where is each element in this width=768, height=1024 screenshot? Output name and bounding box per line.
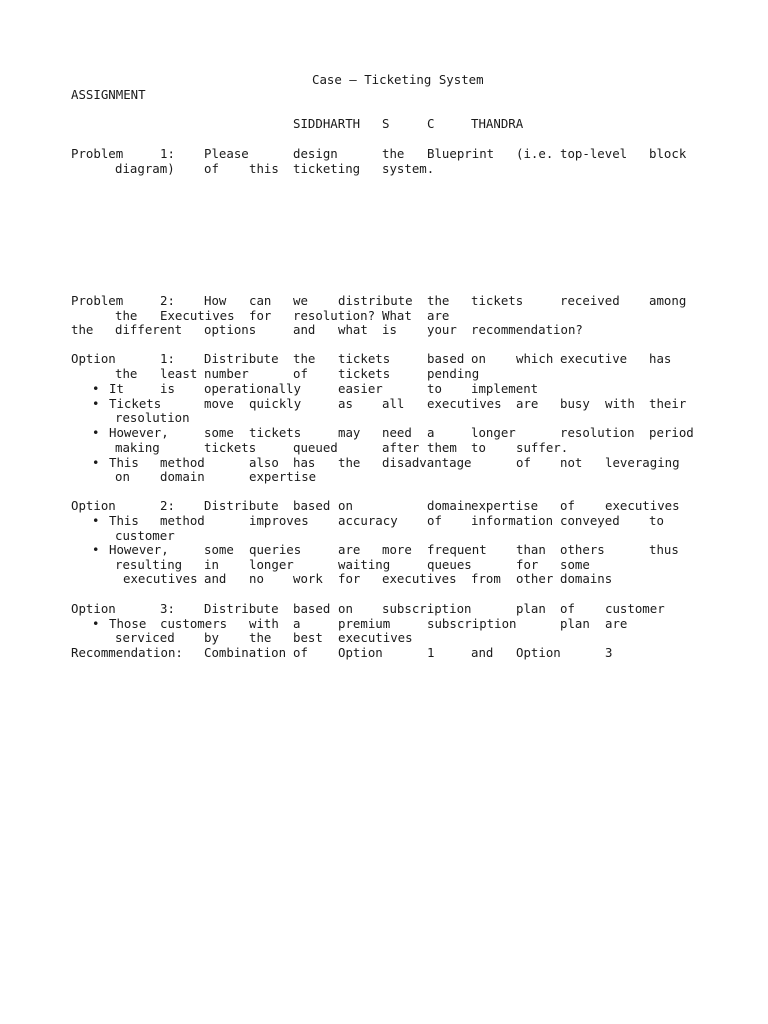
word: may (338, 425, 361, 440)
word: on (115, 469, 130, 484)
word: to (649, 513, 664, 528)
word: executives (123, 571, 198, 586)
word: Case – Ticketing System (312, 72, 484, 87)
word: than (516, 542, 546, 557)
word: tickets (471, 293, 524, 308)
word: quickly (249, 396, 302, 411)
word: some (204, 542, 234, 557)
word: and (471, 645, 494, 660)
word: information (471, 513, 554, 528)
word: plan (516, 601, 546, 616)
word: tickets (338, 351, 391, 366)
word: Problem (71, 146, 124, 161)
word: Executives (160, 308, 235, 323)
word: all (382, 396, 405, 411)
word: leveraging (605, 455, 680, 470)
word: resulting (115, 557, 183, 572)
word: Problem (71, 293, 124, 308)
word: the (115, 366, 138, 381)
word: executives (382, 571, 457, 586)
word: need (382, 425, 412, 440)
word: plan (560, 616, 590, 631)
word: THANDRA (471, 116, 524, 131)
word: 2: (160, 498, 175, 513)
word: Please (204, 146, 249, 161)
word: Those (109, 616, 147, 631)
word: of (427, 513, 442, 528)
word: from (471, 571, 501, 586)
word: conveyed (560, 513, 620, 528)
word: has (293, 455, 316, 470)
word: can (249, 293, 272, 308)
word: Distribute (204, 498, 279, 513)
word: C (427, 116, 435, 131)
word: the (382, 146, 405, 161)
word: no (249, 571, 264, 586)
bullet: • (92, 455, 100, 470)
bullet: • (92, 381, 100, 396)
word: 3: (160, 601, 175, 616)
bullet: • (92, 513, 100, 528)
word: longer (249, 557, 294, 572)
word: are (516, 396, 539, 411)
word: in (204, 557, 219, 572)
word: to (427, 381, 442, 396)
word: Distribute (204, 601, 279, 616)
word: improves (249, 513, 309, 528)
word: implement (471, 381, 539, 396)
word: of (560, 601, 575, 616)
word: design (293, 146, 338, 161)
word: This (109, 455, 139, 470)
word: Option (71, 351, 116, 366)
word: what (338, 322, 368, 337)
word: some (204, 425, 234, 440)
word: S (382, 116, 390, 131)
word: of (293, 645, 308, 660)
word: after (382, 440, 420, 455)
word: Option (71, 498, 116, 513)
word: method (160, 513, 205, 528)
word: queues (427, 557, 472, 572)
word: work (293, 571, 323, 586)
word: and (293, 322, 316, 337)
word: ticketing (293, 161, 361, 176)
word: executives (605, 498, 680, 513)
word: resolution? (293, 308, 376, 323)
word: block (649, 146, 687, 161)
word: premium (338, 616, 391, 631)
word: Option (516, 645, 561, 660)
word: subscription (382, 601, 472, 616)
word: recommendation? (471, 322, 583, 337)
word: options (204, 322, 257, 337)
word: ASSIGNMENT (71, 87, 146, 102)
word: others (560, 542, 605, 557)
word: the (293, 351, 316, 366)
word: more (382, 542, 412, 557)
word: the (71, 322, 94, 337)
word: the (427, 293, 450, 308)
word: However, (109, 542, 169, 557)
word: tickets (249, 425, 302, 440)
word: is (382, 322, 397, 337)
word: frequent (427, 542, 487, 557)
word: for (249, 308, 272, 323)
word: are (338, 542, 361, 557)
word: tickets (338, 366, 391, 381)
word: This (109, 513, 139, 528)
word: this (249, 161, 279, 176)
word: customer (605, 601, 665, 616)
word: tickets (204, 440, 257, 455)
word: for (338, 571, 361, 586)
bullet: • (92, 396, 100, 411)
word: the (249, 630, 272, 645)
word: executives (338, 630, 413, 645)
word: What (382, 308, 412, 323)
bullet: • (92, 616, 100, 631)
word: disadvantage (382, 455, 472, 470)
word: are (427, 308, 450, 323)
word: are (605, 616, 628, 631)
word: 1: (160, 146, 175, 161)
word: resolution (115, 410, 190, 425)
word: of (516, 455, 531, 470)
word: longer (471, 425, 516, 440)
word: other (516, 571, 554, 586)
word: customer (115, 528, 175, 543)
word: as (338, 396, 353, 411)
word: Blueprint (427, 146, 495, 161)
word: is (160, 381, 175, 396)
word: of (560, 498, 575, 513)
word: of (293, 366, 308, 381)
word: based (293, 498, 331, 513)
word: expertise (471, 498, 539, 513)
word: It (109, 381, 124, 396)
word: Option (338, 645, 383, 660)
word: best (293, 630, 323, 645)
word: them (427, 440, 457, 455)
word: to (471, 440, 486, 455)
word: thus (649, 542, 679, 557)
word: move (204, 396, 234, 411)
word: and (204, 571, 227, 586)
word: system. (382, 161, 435, 176)
word: least (160, 366, 198, 381)
word: SIDDHARTH (293, 116, 361, 131)
word: (i.e. (516, 146, 554, 161)
word: distribute (338, 293, 413, 308)
word: on (471, 351, 486, 366)
bullet: • (92, 425, 100, 440)
word: domain (160, 469, 205, 484)
word: based (293, 601, 331, 616)
word: also (249, 455, 279, 470)
word: executive (560, 351, 628, 366)
word: which (516, 351, 554, 366)
word: queries (249, 542, 302, 557)
word: we (293, 293, 308, 308)
word: on (338, 601, 353, 616)
word: customers (160, 616, 228, 631)
word: diagram) (115, 161, 175, 176)
word: number (204, 366, 249, 381)
word: making (115, 440, 160, 455)
word: Option (71, 601, 116, 616)
word: a (427, 425, 435, 440)
bullet: • (92, 542, 100, 557)
word: Tickets (109, 396, 162, 411)
word: a (293, 616, 301, 631)
word: 3 (605, 645, 613, 660)
word: domain (427, 498, 472, 513)
word: Combination (204, 645, 287, 660)
word: operationally (204, 381, 301, 396)
word: Distribute (204, 351, 279, 366)
word: 1: (160, 351, 175, 366)
word: has (649, 351, 672, 366)
word: method (160, 455, 205, 470)
word: not (560, 455, 583, 470)
word: pending (427, 366, 480, 381)
word: expertise (249, 469, 317, 484)
word: of (204, 161, 219, 176)
word: waiting (338, 557, 391, 572)
word: accuracy (338, 513, 398, 528)
word: based (427, 351, 465, 366)
word: How (204, 293, 227, 308)
word: received (560, 293, 620, 308)
word: resolution (560, 425, 635, 440)
word: some (560, 557, 590, 572)
word: on (338, 498, 353, 513)
word: with (249, 616, 279, 631)
word: different (115, 322, 183, 337)
word: queued (293, 440, 338, 455)
word: for (516, 557, 539, 572)
word: 1 (427, 645, 435, 660)
word: Recommendation: (71, 645, 183, 660)
word: serviced (115, 630, 175, 645)
word: 2: (160, 293, 175, 308)
word: domains (560, 571, 613, 586)
word: easier (338, 381, 383, 396)
word: the (338, 455, 361, 470)
word: However, (109, 425, 169, 440)
word: top-level (560, 146, 628, 161)
word: among (649, 293, 687, 308)
word: busy (560, 396, 590, 411)
word: with (605, 396, 635, 411)
word: by (204, 630, 219, 645)
word: executives (427, 396, 502, 411)
word: period (649, 425, 694, 440)
word: the (115, 308, 138, 323)
word: suffer. (516, 440, 569, 455)
word: their (649, 396, 687, 411)
word: your (427, 322, 457, 337)
word: subscription (427, 616, 517, 631)
